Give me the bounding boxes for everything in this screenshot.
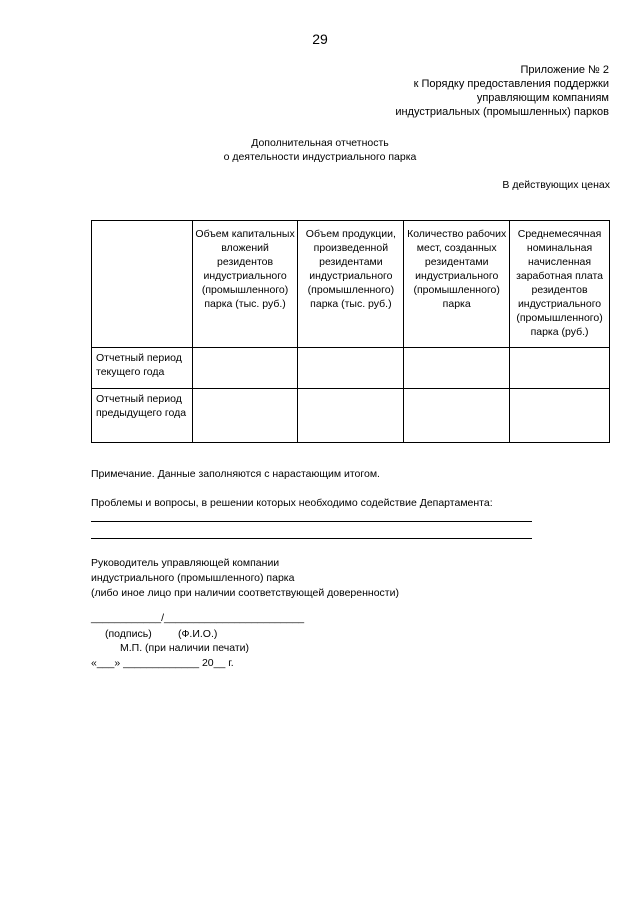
- row-label: Отчетный период текущего года: [92, 348, 193, 389]
- problems-answer-line[interactable]: [91, 538, 532, 539]
- data-cell[interactable]: [298, 348, 404, 389]
- appendix-line: управляющим компаниям: [476, 92, 609, 104]
- data-cell[interactable]: [404, 389, 510, 443]
- problems-label: Проблемы и вопросы, в решении которых необходимо содействие Департамента:: [91, 497, 493, 509]
- data-cell[interactable]: [298, 389, 404, 443]
- report-table: [91, 220, 610, 443]
- table-row: [92, 389, 610, 443]
- row-label: Отчетный период предыдущего года: [92, 389, 193, 443]
- date-line[interactable]: «___» _____________ 20__ г.: [91, 657, 234, 669]
- report-title: [0, 136, 640, 164]
- appendix-header: [279, 63, 609, 119]
- page-number: 29: [312, 31, 328, 47]
- appendix-line: Приложение № 2: [520, 64, 609, 76]
- data-cell[interactable]: [510, 389, 610, 443]
- table-header-row: [92, 221, 610, 348]
- signer-block: [91, 556, 399, 601]
- signature-caption: (подпись) (Ф.И.О.): [105, 628, 218, 640]
- report-title-line: Дополнительная отчетность: [251, 137, 389, 149]
- report-title-line: о деятельности индустриального парка: [223, 151, 417, 163]
- signer-line: Руководитель управляющей компании: [91, 557, 280, 569]
- signer-line: (либо иное лицо при наличии соответствующей доверенности): [91, 587, 399, 599]
- header-cell-investments: Объем капитальных вложений резидентов индустриального (промышленного) парка (тыс. руб.): [192, 221, 298, 348]
- signature-line[interactable]: ____________/________________________: [91, 612, 305, 624]
- note-text: Примечание. Данные заполняются с нарастающим итогом.: [91, 468, 380, 480]
- header-cell-jobs: Количество рабочих мест, созданных резидентами индустриального (промышленного) парка: [404, 221, 510, 348]
- problems-answer-line[interactable]: [91, 521, 532, 522]
- stamp-note: М.П. (при наличии печати): [120, 642, 250, 654]
- data-cell[interactable]: [192, 389, 298, 443]
- table-row: [92, 348, 610, 389]
- prices-note: В действующих ценах: [502, 179, 610, 191]
- signer-line: индустриального (промышленного) парка: [91, 572, 295, 584]
- appendix-line: индустриальных (промышленных) парков: [395, 106, 609, 118]
- header-cell-salary: Среднемесячная номинальная начисленная заработная плата резидентов индустриального (промышленного) парка (руб.): [510, 221, 610, 348]
- header-cell-production: Объем продукции, произведенной резидентами индустриального (промышленного) парка (тыс. руб.): [298, 221, 404, 348]
- data-cell[interactable]: [192, 348, 298, 389]
- data-cell[interactable]: [404, 348, 510, 389]
- appendix-line: к Порядку предоставления поддержки: [413, 78, 609, 90]
- header-cell-empty: [92, 221, 193, 348]
- data-cell[interactable]: [510, 348, 610, 389]
